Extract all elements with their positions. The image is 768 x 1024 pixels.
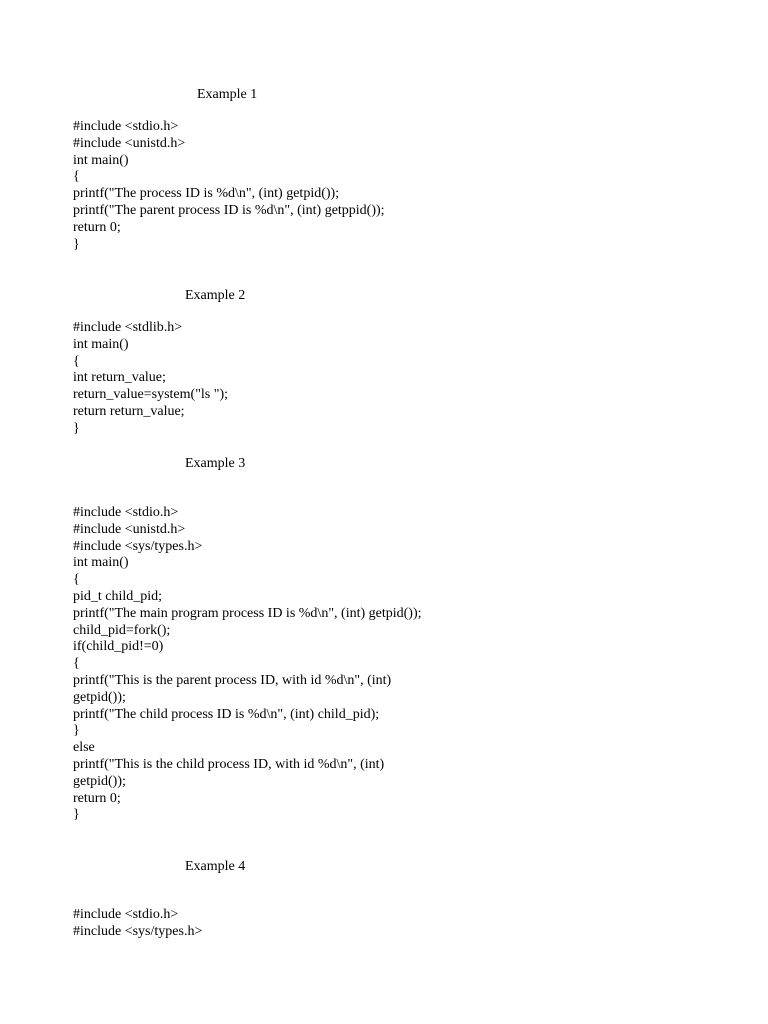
code-line: } bbox=[73, 807, 80, 823]
code-line: } bbox=[73, 236, 80, 252]
code-line: } bbox=[73, 420, 80, 436]
code-line: child_pid=fork(); bbox=[73, 622, 171, 638]
code-line: getpid()); bbox=[73, 689, 126, 705]
code-line: #include <stdlib.h> bbox=[73, 320, 183, 335]
code-line: int return_value; bbox=[73, 370, 166, 386]
code-line: printf("The main program process ID is %d\n", (int) getpid()); bbox=[73, 605, 422, 621]
code-line: printf("This is the parent process ID, with id %d\n", (int) bbox=[73, 672, 392, 688]
code-line: int main() bbox=[73, 336, 129, 352]
code-line: pid_t child_pid; bbox=[73, 588, 163, 604]
code-line: { bbox=[73, 572, 80, 588]
code-line: else bbox=[73, 740, 95, 756]
code-line: #include <sys/types.h> bbox=[73, 923, 203, 939]
code-line: return return_value; bbox=[73, 403, 185, 419]
code-line: if(child_pid!=0) bbox=[73, 639, 164, 655]
example-3-heading: Example 3 bbox=[185, 456, 246, 471]
example-1-code bbox=[73, 119, 385, 253]
code-line: int main() bbox=[73, 152, 129, 168]
example-4-heading: Example 4 bbox=[185, 859, 246, 874]
code-line: { bbox=[73, 353, 80, 369]
example-2-code bbox=[73, 320, 228, 438]
example-1-heading: Example 1 bbox=[197, 87, 258, 102]
code-line: #include <stdio.h> bbox=[73, 907, 179, 922]
code-line: printf("The child process ID is %d\n", (int) child_pid); bbox=[73, 706, 380, 722]
code-line: getpid()); bbox=[73, 773, 126, 789]
code-line: return 0; bbox=[73, 790, 121, 806]
example-3-code bbox=[73, 505, 422, 824]
code-line: #include <unistd.h> bbox=[73, 135, 186, 151]
code-line: printf("The process ID is %d\n", (int) getpid()); bbox=[73, 186, 340, 202]
code-line: printf("This is the child process ID, with id %d\n", (int) bbox=[73, 756, 385, 772]
example-4-code bbox=[73, 907, 202, 941]
example-2-heading: Example 2 bbox=[185, 288, 246, 303]
code-line: #include <stdio.h> bbox=[73, 119, 179, 134]
code-line: #include <sys/types.h> bbox=[73, 538, 203, 554]
code-line: { bbox=[73, 656, 80, 672]
code-line: int main() bbox=[73, 555, 129, 571]
code-line: #include <stdio.h> bbox=[73, 505, 179, 520]
code-line: return_value=system("ls "); bbox=[73, 387, 229, 403]
code-line: printf("The parent process ID is %d\n", (int) getppid()); bbox=[73, 202, 385, 218]
code-line: return 0; bbox=[73, 219, 121, 235]
code-line: { bbox=[73, 169, 80, 185]
code-line: #include <unistd.h> bbox=[73, 521, 186, 537]
code-line: } bbox=[73, 723, 80, 739]
